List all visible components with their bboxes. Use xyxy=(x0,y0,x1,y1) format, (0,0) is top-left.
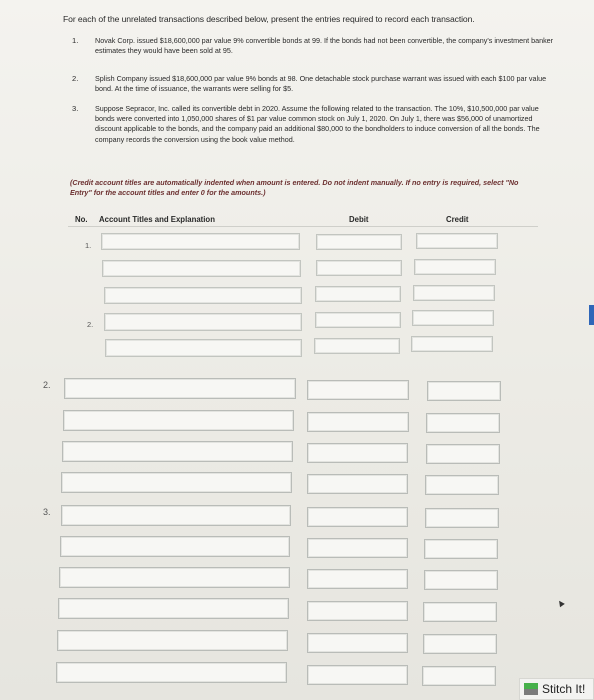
account-title-input[interactable] xyxy=(102,260,301,277)
header-divider xyxy=(68,226,538,227)
account-title-input[interactable] xyxy=(59,567,290,588)
account-title-input[interactable] xyxy=(63,410,294,431)
column-header-account: Account Titles and Explanation xyxy=(99,215,215,224)
column-header-debit: Debit xyxy=(349,215,369,224)
debit-input[interactable] xyxy=(314,338,400,354)
account-title-input[interactable] xyxy=(64,378,296,399)
question-2-number: 2. xyxy=(72,74,79,83)
credit-input[interactable] xyxy=(416,233,498,249)
question-2 xyxy=(72,74,555,94)
side-label-3: 3. xyxy=(43,507,51,517)
credit-input[interactable] xyxy=(411,336,493,352)
stitch-it-logo-icon xyxy=(524,683,538,695)
entry-instructions-note: (Credit account titles are automatically indented when amount is entered. Do not indent manually. If no entry is required, select "No Entry" for the account titles and enter 0 for the amounts.) xyxy=(70,178,519,197)
side-label-2: 2. xyxy=(43,380,51,390)
question-3-number: 3. xyxy=(72,104,79,113)
account-title-input[interactable] xyxy=(57,630,288,651)
question-1-text: Novak Corp. issued $18,600,000 par value 9% convertible bonds at 99. If the bonds had not been convertible, the company's investment banker estimates they would have been sold at 95. xyxy=(95,36,554,56)
account-title-input[interactable] xyxy=(58,598,289,619)
question-1 xyxy=(72,36,555,56)
debit-input[interactable] xyxy=(307,633,408,653)
row-number-1: 1. xyxy=(85,241,92,250)
column-header-no: No. xyxy=(75,215,88,224)
credit-input[interactable] xyxy=(424,570,498,590)
debit-input[interactable] xyxy=(316,234,402,250)
credit-input[interactable] xyxy=(426,413,500,433)
debit-input[interactable] xyxy=(316,260,402,276)
debit-input[interactable] xyxy=(307,412,409,432)
account-title-input[interactable] xyxy=(62,441,293,462)
debit-input[interactable] xyxy=(307,665,408,685)
debit-input[interactable] xyxy=(307,569,408,589)
credit-input[interactable] xyxy=(427,381,501,401)
account-title-input[interactable] xyxy=(104,313,302,331)
question-3 xyxy=(72,104,553,145)
debit-input[interactable] xyxy=(307,443,408,463)
credit-input[interactable] xyxy=(426,444,500,464)
debit-input[interactable] xyxy=(315,286,401,302)
credit-input[interactable] xyxy=(425,508,499,528)
question-3-text: Suppose Sepracor, Inc. called its convertible debt in 2020. Assume the following related to the transaction. The 10%, $10,500,000 par value bonds were converted into 1,050,000 shares of $1 par value common stock on July 1, 2020. On July 1, there was $56,000 of unamortized discount applicable to the bonds, and the company paid an additional $80,000 to the bondholders to induce conversion of all the bonds. The company records the conversion using the book value method. xyxy=(95,104,540,144)
instructions-text: For each of the unrelated transactions described below, present the entries required to record each transaction. xyxy=(63,14,475,24)
row-number-2: 2. xyxy=(87,320,94,329)
account-title-input[interactable] xyxy=(56,662,287,683)
debit-input[interactable] xyxy=(307,538,408,558)
account-title-input[interactable] xyxy=(61,472,292,493)
account-title-input[interactable] xyxy=(61,505,291,526)
question-2-text: Splish Company issued $18,600,000 par value 9% bonds at 98. One detachable stock purchase warrant was issued with each $100 par value bond. At the time of issuance, the warrants were selling for $5. xyxy=(95,74,547,94)
credit-input[interactable] xyxy=(422,666,496,686)
stitch-it-badge[interactable] xyxy=(519,678,594,700)
credit-input[interactable] xyxy=(412,310,494,326)
question-1-number: 1. xyxy=(72,36,79,45)
debit-input[interactable] xyxy=(307,601,408,621)
credit-input[interactable] xyxy=(423,634,497,654)
account-title-input[interactable] xyxy=(104,287,302,304)
debit-input[interactable] xyxy=(307,507,408,527)
mouse-cursor-icon: ▲ xyxy=(553,596,569,611)
credit-input[interactable] xyxy=(413,285,495,301)
scroll-edge-indicator xyxy=(589,305,594,325)
credit-input[interactable] xyxy=(425,475,499,495)
column-header-credit: Credit xyxy=(446,215,469,224)
stitch-it-label: Stitch It! xyxy=(542,682,586,696)
account-title-input[interactable] xyxy=(101,233,300,250)
credit-input[interactable] xyxy=(424,539,498,559)
account-title-input[interactable] xyxy=(105,339,302,357)
account-title-input[interactable] xyxy=(60,536,290,557)
debit-input[interactable] xyxy=(315,312,401,328)
debit-input[interactable] xyxy=(307,380,409,400)
credit-input[interactable] xyxy=(423,602,497,622)
credit-input[interactable] xyxy=(414,259,496,275)
debit-input[interactable] xyxy=(307,474,408,494)
